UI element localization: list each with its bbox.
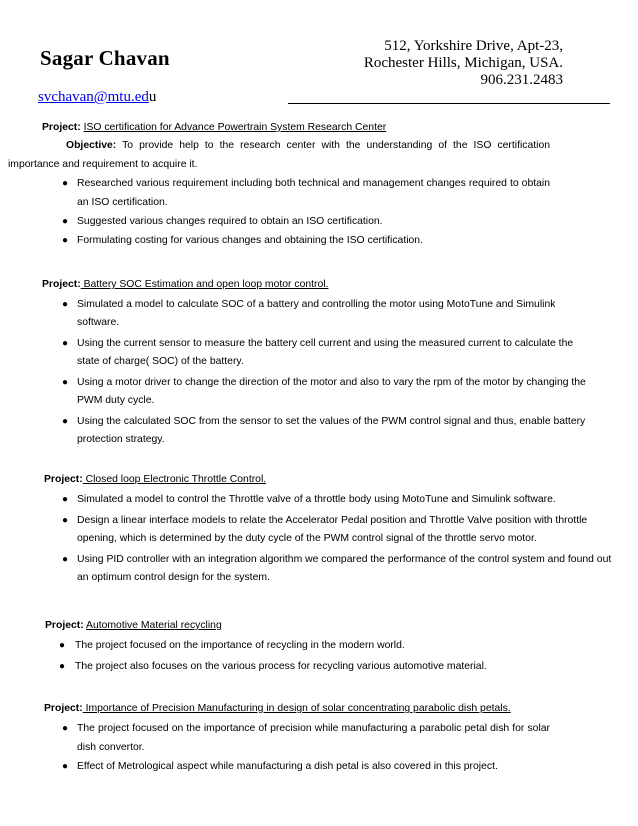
phone-number: 906.231.2483 [480,72,563,88]
project-title: Project: Closed loop Electronic Throttle Control. [44,474,267,485]
project-bullets [0,296,638,449]
email-link[interactable]: svchavan@mtu.ed [38,89,149,105]
project-bullets [0,174,638,250]
list-item: ● Effect of Metrological aspect while manufacturing a dish petal is also covered in this project. [62,761,498,772]
project-title: Project: Importance of Precision Manufacturing in design of solar concentrating parabolic dish petals. [44,703,511,714]
project-battery-soc [0,277,638,452]
resume-name: Sagar Chavan [40,46,170,70]
header-rule [288,103,610,104]
address-line-2: Rochester Hills, Michigan, USA. [363,55,563,71]
objective-label: Objective: [66,140,117,151]
email-address [38,89,156,106]
project-iso [0,120,638,250]
objective-text: To provide help to the research center with the understanding of the ISO certification [116,140,550,151]
address-line-1: 512, Yorkshire Drive, Apt-23, [384,38,563,54]
project-bullets [0,636,638,676]
project-bullets [0,719,638,776]
list-item: ● Using the calculated SOC from the sensor to set the values of the PWM control signal and thus, enable battery protection strategy. [62,416,586,445]
list-item: ● Suggested various changes required to obtain an ISO certification. [62,216,383,227]
list-item: ● Simulated a model to control the Throttle valve of a throttle body using MotoTune and Simulink software. [62,494,556,505]
email-tail: u [148,89,157,105]
project-objective [0,136,638,174]
list-item: ● Using PID controller with an integration algorithm we compared the performance of the control system and found out an optimum control design for the system. [62,554,612,583]
project-material-recycling [0,618,638,676]
project-throttle-control [0,472,638,590]
list-item: ● The project focused on the importance of recycling in the modern world. [59,640,405,651]
list-item: ● Formulating costing for various changes and obtaining the ISO certification. [62,235,423,246]
list-item: ● Simulated a model to calculate SOC of a battery and controlling the motor using MotoTune and Simulink software. [62,299,556,328]
project-bullets [0,491,638,587]
list-item: ● Using a motor driver to change the direction of the motor and also to vary the rpm of the motor by changing the PWM duty cycle. [62,377,586,406]
list-item: ● Using the current sensor to measure the battery cell current and using the measured current to calculate the state of charge( SOC) of the battery. [62,338,574,367]
project-precision-manufacturing [0,701,638,776]
list-item: ● Design a linear interface models to relate the Accelerator Pedal position and Throttle Valve position with throttle opening, which is determined by the duty cycle of the PWM control signal of the throttle servo motor. [62,515,588,544]
project-title: Project: ISO certification for Advance Powertrain System Research Center [42,122,387,133]
list-item: ● Researched various requirement including both technical and management changes required to obtain an ISO certification. [62,178,550,208]
contact-address [364,38,563,89]
list-item: ● The project focused on the importance of precision while manufacturing a parabolic petal dish for solar dish convertor. [62,723,550,753]
list-item: ● The project also focuses on the various process for recycling various automotive material. [59,661,487,672]
objective-text-cont: importance and requirement to acquire it. [8,159,198,170]
project-title: Project: Automotive Material recycling [45,620,222,631]
project-title: Project: Battery SOC Estimation and open loop motor control. [42,279,329,290]
